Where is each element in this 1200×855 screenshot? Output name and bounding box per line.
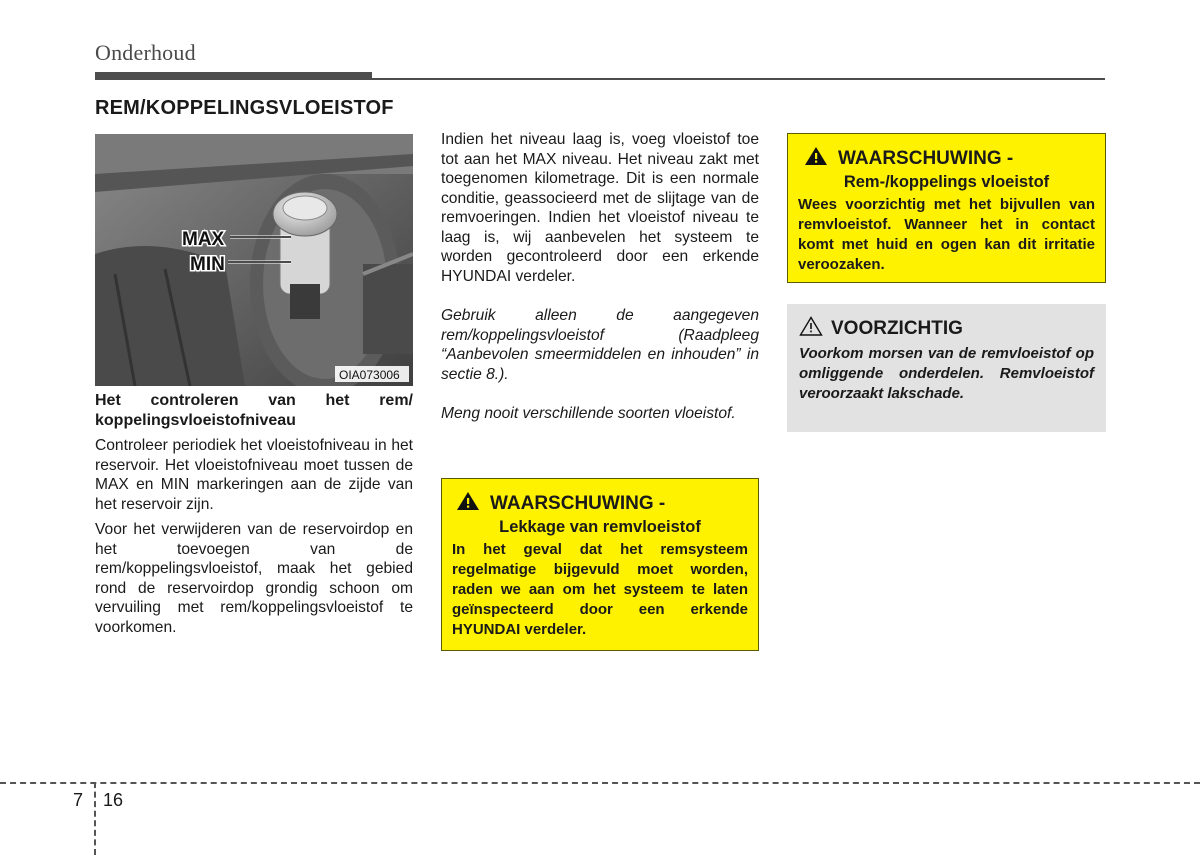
footer-divider	[94, 782, 96, 855]
reservoir-photo	[95, 134, 413, 386]
subheading: Het controleren van het rem/ koppelingsvloeistofniveau	[95, 392, 413, 429]
caution-box	[787, 304, 1106, 432]
italic-note: Gebruik alleen de aangegeven rem/koppelingsvloeistof (Raadpleeg “Aanbevolen smeermiddelen en inhouden” in sectie 8.).	[441, 307, 759, 383]
warning-body: Wees voorzichtig met het bijvullen van remvloeistof. Wanneer het in contact komt met huid en ogen kan dit irritatie veroozaken.	[798, 196, 1095, 273]
paragraph: Indien het niveau laag is, voeg vloeistof toe tot aan het MAX niveau. Het niveau zakt met toegenomen kilometrage. Dit is een normale conditie, geassocieerd met de slijtage van de remvoeringen. Indien het vloeistof niveau te laag is, wij aanbevelen het systeem te worden gecontroleerd door een erkende HYUNDAI verdeler.	[441, 131, 759, 285]
section-heading: REM/KOPPELINGSVLOEISTOF	[95, 97, 394, 119]
figure-code: OIA073006	[339, 368, 400, 382]
footer-rule	[0, 782, 1200, 784]
caution-title: VOORZICHTIG	[831, 318, 963, 339]
warning-box-leak	[441, 478, 759, 651]
page-chapter: 7	[73, 790, 84, 810]
warning-title: WAARSCHUWING -	[838, 148, 1014, 169]
warning-subtitle: Lekkage van remvloeistof	[499, 518, 701, 536]
caution-triangle-icon	[799, 316, 823, 342]
caution-body: Voorkom morsen van de remvloeistof op omliggende onderdelen. Remvloeistof veroorzaakt lakschade.	[799, 345, 1094, 402]
min-label: MIN	[190, 254, 225, 275]
italic-note: Meng nooit verschillende soorten vloeistof.	[441, 405, 736, 422]
max-label: MAX	[182, 229, 225, 250]
header-rule-thick	[95, 72, 372, 80]
page-number: 16	[103, 790, 124, 810]
left-column	[95, 391, 413, 643]
warning-subtitle: Rem-/koppelings vloeistof	[843, 173, 1050, 191]
warning-triangle-icon	[456, 491, 480, 517]
header-rule-thin	[372, 78, 1105, 80]
middle-column	[441, 130, 759, 430]
paragraph: Controleer periodiek het vloeistofniveau in het reservoir. Het vloeistofniveau moet tussen de MAX en MIN markeringen aan de zijde van het reservoir zijn.	[95, 437, 413, 513]
warning-body: In het geval dat het remsysteem regelmatige bijgevuld moet worden, raden we aan om het systeem te laten geïnspecteerd door een erkende HYUNDAI verdeler.	[452, 541, 748, 638]
warning-title: WAARSCHUWING -	[490, 493, 666, 514]
paragraph: Voor het verwijderen van de reservoirdop en het toevoegen van de rem/koppelingsvloeistof, maak het gebied rond de reservoirdop grondig schoon om vervuiling met rem/koppelingsvloeistof te voorkomen.	[95, 521, 413, 636]
warning-box-fluid	[787, 133, 1106, 283]
chapter-title: Onderhoud	[95, 40, 196, 65]
warning-triangle-icon	[804, 146, 828, 172]
